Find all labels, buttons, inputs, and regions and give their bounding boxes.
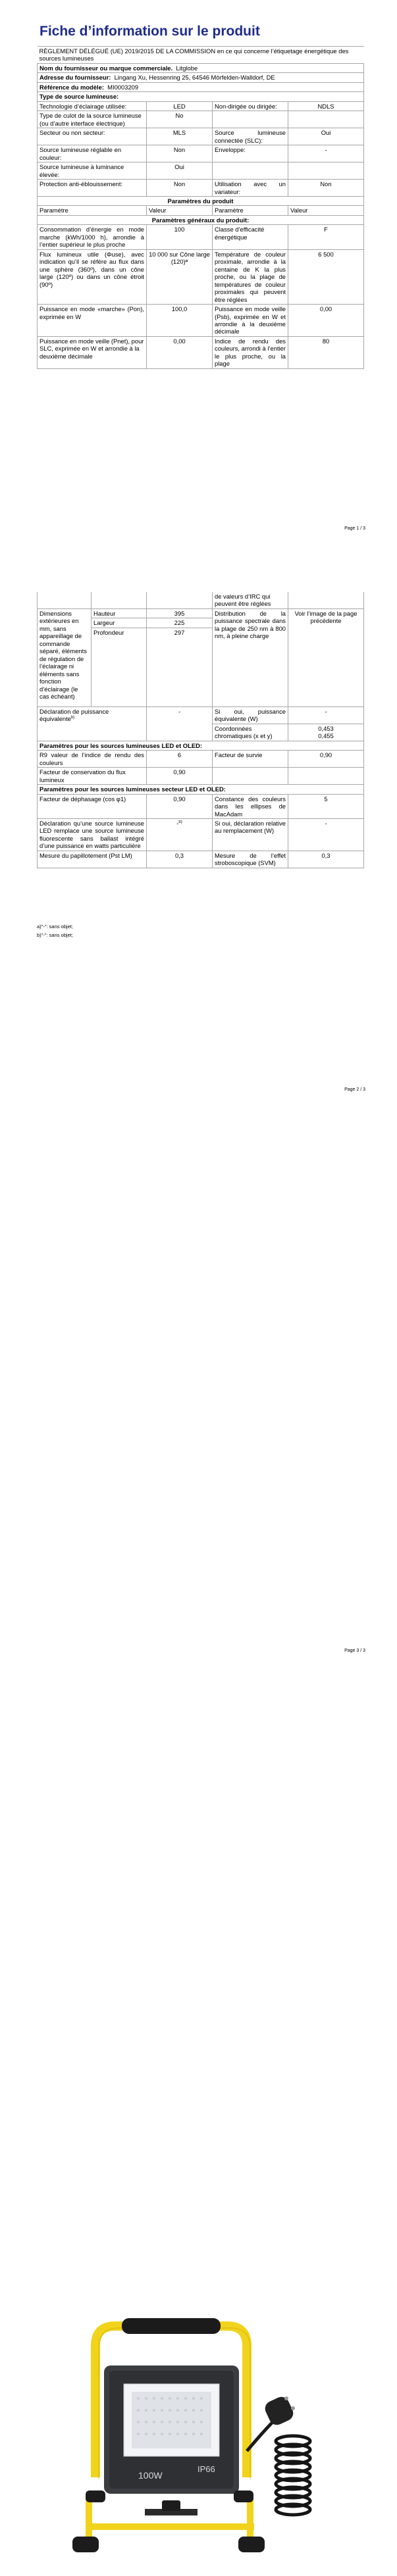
- power-plug-icon: [263, 2394, 296, 2427]
- col-header: Paramètre: [213, 206, 288, 215]
- cell: MLS: [147, 128, 213, 145]
- cell: 0,00: [288, 305, 364, 337]
- table-row: [38, 145, 364, 162]
- table-row: [38, 162, 364, 180]
- cell: 297: [147, 628, 213, 706]
- cell: de valeurs d’IRC qui peuvent être réglées: [213, 592, 288, 608]
- mains-heading: Paramètres pour les sources lumineuses secteur LED et OLED:: [38, 785, 364, 794]
- cell: Puissance en mode «marche» (Pon), exprimée en W: [38, 305, 147, 337]
- cell: 0,90: [288, 751, 364, 768]
- table-row: [38, 794, 364, 818]
- source-type-heading: Type de source lumineuse:: [38, 92, 364, 101]
- spectral-value: Voir l’image de la page précédente: [288, 608, 364, 706]
- cell: Flux lumineux utile (Φuse), avec indication qu’il se réfère au flux dans une sphère (360º), dans un cône large (120º) ou dans un cône étroit (90º): [38, 249, 147, 304]
- cell: Consommation d’énergie en mode marche (kWh/1000 h), arrondie à l’entier supérieur le plus proche: [38, 225, 147, 249]
- power-label: 100W: [138, 2470, 163, 2481]
- cell: Source lumineuse réglable en couleur:: [38, 145, 147, 162]
- cell: Non: [147, 145, 213, 162]
- table-row: [38, 128, 364, 145]
- cell: F: [288, 225, 364, 249]
- led-oled-heading: Paramètres pour les sources lumineuses LED et OLED:: [38, 741, 364, 750]
- cell: -: [288, 818, 364, 851]
- table-row: [38, 592, 364, 608]
- cell: [213, 162, 288, 180]
- cell: 6 500: [288, 249, 364, 304]
- table-row: [38, 751, 364, 768]
- cell: [213, 111, 288, 128]
- model-value: MI0003209: [107, 83, 139, 91]
- replace-value-cell: [147, 818, 213, 851]
- model-row: [38, 82, 364, 91]
- cell: 100,0: [147, 305, 213, 337]
- floodlight-product-image: [66, 2300, 329, 2576]
- cell: Si oui, déclaration relative au remplacement (W): [213, 818, 288, 851]
- cell: Source lumineuse connectée (SLC):: [213, 128, 288, 145]
- cell: Hauteur: [92, 608, 147, 618]
- footnote-b: b)"-": sans objet;: [37, 931, 73, 938]
- general-heading: Paramètres généraux du produit:: [38, 215, 364, 224]
- table-row: [38, 768, 364, 785]
- page-number: Page 2 / 3: [344, 1087, 365, 1092]
- cell: Facteur de survie: [213, 751, 288, 768]
- cell: Classe d’efficacité énergétique: [213, 225, 288, 249]
- cell: Puissance en mode veille (Pnet), pour SLC, exprimée en W et arrondie à la deuxième décimale: [38, 336, 147, 368]
- ip-label: IP66: [198, 2464, 215, 2474]
- address-label: Adresse du fournisseur:: [40, 74, 111, 82]
- cell: NDLS: [288, 101, 364, 111]
- coiled-cable-icon: [276, 2436, 310, 2515]
- cell: Protection anti-éblouissement:: [38, 180, 147, 197]
- cell: [288, 162, 364, 180]
- cell: LED: [147, 101, 213, 111]
- cell: Température de couleur proximale, arrondie à la centaine de K la plus proche, ou la plage de températures de couleur proximales qui peuvent être réglées: [213, 249, 288, 304]
- page-number: Page 1 / 3: [344, 526, 365, 531]
- cell: Non-dirigée ou dirigée:: [213, 101, 288, 111]
- cell: Constance des couleurs dans les ellipses de MacAdam: [213, 794, 288, 818]
- cell: Technologie d’éclairage utilisée:: [38, 101, 147, 111]
- cell: 395: [147, 608, 213, 618]
- table-row: [38, 818, 364, 851]
- cell: Si oui, puissance équivalente (W): [213, 706, 288, 724]
- params-heading: Paramètres du produit: [38, 196, 364, 205]
- chroma-x: 0,453: [318, 724, 334, 732]
- col-header: Valeur: [147, 206, 213, 215]
- cell: No: [147, 111, 213, 128]
- cell: 10 000 sur Cône large (120)ª: [147, 249, 213, 304]
- table-row: [38, 180, 364, 197]
- table-row: [38, 851, 364, 868]
- table-row: [38, 305, 364, 337]
- equiv-label: Déclaration de puissance équivalente: [40, 707, 109, 723]
- cell: 100: [147, 225, 213, 249]
- dimensions-label: Dimensions extérieures en mm, sans appareillage de commande séparé, éléments de régulation de l’éclairage ni éléments sans fonction d’éclairage (le cas échéant): [38, 608, 92, 706]
- cell: Mesure du papillotement (Pst LM): [38, 851, 147, 868]
- table-header-row: [38, 206, 364, 215]
- cell: 6: [147, 751, 213, 768]
- cell: 0,00: [147, 336, 213, 368]
- chroma-value: [288, 724, 364, 741]
- table-row: [38, 101, 364, 111]
- grip-icon: [122, 2318, 221, 2334]
- cell: Largeur: [92, 618, 147, 628]
- table-row: [38, 111, 364, 128]
- address-row: [38, 73, 364, 82]
- model-label: Référence du modèle:: [40, 83, 104, 91]
- supplier-row: [38, 63, 364, 72]
- cell: -: [288, 145, 364, 162]
- cell: 5: [288, 794, 364, 818]
- col-header: Valeur: [288, 206, 364, 215]
- cell: Type de culot de la source lumineuse (ou d’autre interface électrique): [38, 111, 147, 128]
- cell: Oui: [147, 162, 213, 180]
- cell: R9 valeur de l’indice de rendu des couleurs: [38, 751, 147, 768]
- cell: 0,90: [147, 794, 213, 818]
- cell: 0,3: [288, 851, 364, 868]
- cell: 0,3: [147, 851, 213, 868]
- cell: Coordonnées chromatiques (x et y): [213, 724, 288, 741]
- cell: 80: [288, 336, 364, 368]
- cell: Mesure de l’effet stroboscopique (SVM): [213, 851, 288, 868]
- table-row: [38, 249, 364, 304]
- footnote-ref: b): [178, 820, 182, 824]
- cell: 225: [147, 618, 213, 628]
- footnote-a: a)"-": sans objet;: [37, 924, 73, 929]
- cell: Puissance en mode veille (Psb), exprimée en W et arrondie à la deuxième décimale: [213, 305, 288, 337]
- cell: Facteur de déphasage (cos φ1): [38, 794, 147, 818]
- chroma-y: 0,455: [318, 732, 334, 740]
- cell: Enveloppe:: [213, 145, 288, 162]
- cell: Utilisation avec un variateur:: [213, 180, 288, 197]
- table-row: [38, 706, 364, 724]
- product-info-table: [37, 46, 364, 369]
- table-row: [38, 336, 364, 368]
- cell: -: [147, 706, 213, 741]
- table-row: [38, 225, 364, 249]
- footnotes: [37, 923, 73, 940]
- cell: [288, 111, 364, 128]
- cell: Non: [288, 180, 364, 197]
- cell: Profondeur: [92, 628, 147, 706]
- cell: -: [176, 819, 179, 827]
- address-value: Lingang Xu, Hessenring 25, 64546 Mörfelden-Walldorf, DE: [114, 74, 275, 82]
- page-number: Page 3 / 3: [344, 1648, 365, 1653]
- cell: Secteur ou non secteur:: [38, 128, 147, 145]
- page-title: Fiche d’information sur le produit: [40, 24, 260, 39]
- cell: Indice de rendu des couleurs, arrondi à l’entier le plus proche, ou la plage: [213, 336, 288, 368]
- cell: Non: [147, 180, 213, 197]
- equiv-cell: [38, 706, 147, 741]
- cell: Facteur de conservation du flux lumineux: [38, 768, 147, 785]
- cell: Déclaration qu’une source lumineuse LED remplace une source lumineuse fluorescente sans ballast intégré d’une puissance en watts particulière: [38, 818, 147, 851]
- cell: -: [288, 706, 364, 724]
- page-1: [0, 0, 397, 561]
- supplier-label: Nom du fournisseur ou marque commerciale.: [40, 64, 173, 72]
- regulation-text: RÈGLEMENT DÉLÉGUÉ (UE) 2019/2015 DE LA COMMISSION en ce qui concerne l’étiquetage énergétique des sources lumineuses: [38, 47, 364, 64]
- supplier-value: Litglobe: [176, 64, 198, 72]
- table-row: [38, 608, 364, 618]
- product-info-table-continued: [37, 592, 364, 868]
- page-3: [0, 1122, 397, 2481]
- cell: 0,90: [147, 768, 213, 785]
- spectral-label: Distribution de la puissance spectrale dans la plage de 250 nm à 800 nm, à pleine charge: [213, 608, 288, 706]
- col-header: Paramètre: [38, 206, 147, 215]
- cell: Source lumineuse à luminance élevée:: [38, 162, 147, 180]
- footnote-ref: b): [70, 716, 75, 720]
- cell: Oui: [288, 128, 364, 145]
